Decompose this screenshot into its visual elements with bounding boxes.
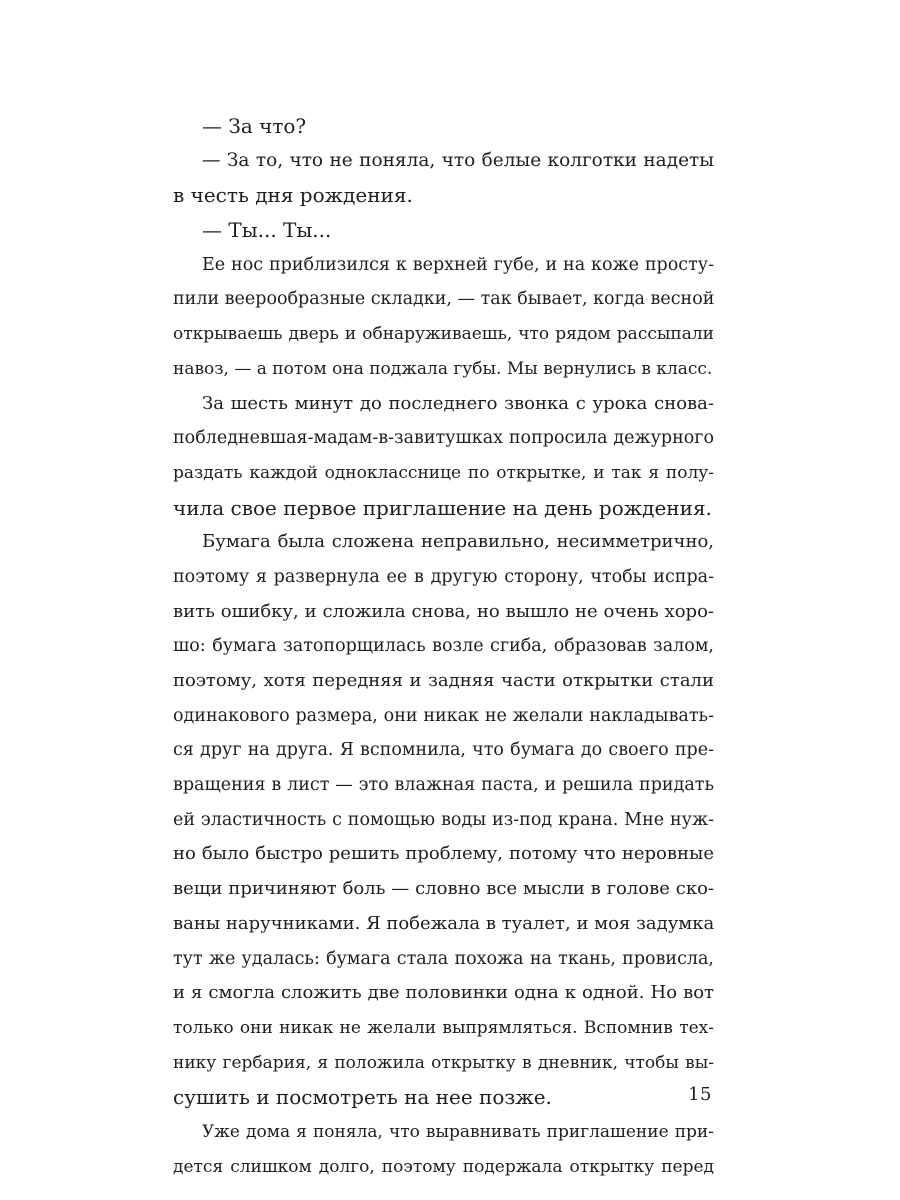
page-number: 15 (688, 1084, 712, 1105)
text-line: Уже дома я поняла, что выравнивать приглашение при- (202, 1121, 714, 1142)
text-line: но было быстро решить проблему, потому что неровные (173, 843, 714, 865)
text-line: в честь дня рождения. (173, 183, 413, 208)
text-line: дется слишком долго, поэтому подержала открытку перед (173, 1156, 714, 1177)
text-line: одинакового размера, они никак не желали накладывать- (173, 705, 714, 726)
text-line: чила свое первое приглашение на день рождения. (173, 495, 712, 520)
text-line: вещи причиняют боль — словно все мысли в голове ско- (173, 878, 714, 900)
text-line: раздать каждой однокласснице по открытке, и так я полу- (173, 462, 714, 483)
text-line: открываешь дверь и обнаруживаешь, что рядом рассыпали (173, 324, 714, 345)
text-line: нику гербария, я положила открытку в дневник, чтобы вы- (173, 1052, 714, 1073)
text-line: шо: бумага затопорщилась возле сгиба, образовав залом, (173, 636, 714, 657)
text-line: — За то, что не поняла, что белые колготки надеты (202, 149, 714, 171)
text-line: За шесть минут до последнего звонка с урока снова- (202, 392, 714, 414)
text-line: ся друг на друга. Я вспомнила, что бумага до своего пре- (173, 740, 714, 761)
text-line: Ее нос приблизился к верхней губе, и на коже просту- (202, 254, 714, 275)
text-line: только они никак не желали выпрямляться. Вспомнив тех- (173, 1017, 714, 1038)
text-line: тут же удалась: бумага стала похожа на ткань, провисла, (173, 948, 714, 969)
text-line: ей эластичность с помощью воды из-под крана. Мне нуж- (173, 809, 714, 830)
text-line: — За что? (202, 114, 307, 138)
text-line: ваны наручниками. Я побежала в туалет, и моя задумка (173, 912, 715, 934)
text-line: поэтому я развернула ее в другую сторону, чтобы испра- (173, 566, 714, 587)
body-text (173, 109, 714, 1184)
text-line: навоз, — а потом она поджала губы. Мы вернулись в класс. (173, 358, 713, 379)
text-line: поэтому, хотя передняя и задняя части открытки стали (173, 670, 714, 691)
text-line: вить ошибку, и сложила снова, но вышло не очень хоро- (173, 600, 714, 622)
text-line: пили веерообразные складки, — так бывает, когда весной (173, 289, 715, 310)
text-line: сушить и посмотреть на нее позже. (173, 1085, 552, 1110)
text-line: Бумага была сложена неправильно, несимметрично, (202, 531, 714, 553)
text-line: — Ты... Ты... (202, 218, 332, 243)
text-line: побледневшая-мадам-в-завитушках попросила дежурного (173, 428, 714, 449)
text-line: и я смогла сложить две половинки одна к одной. Но вот (173, 982, 714, 1004)
text-line: вращения в лист — это влажная паста, и решила придать (173, 775, 714, 796)
